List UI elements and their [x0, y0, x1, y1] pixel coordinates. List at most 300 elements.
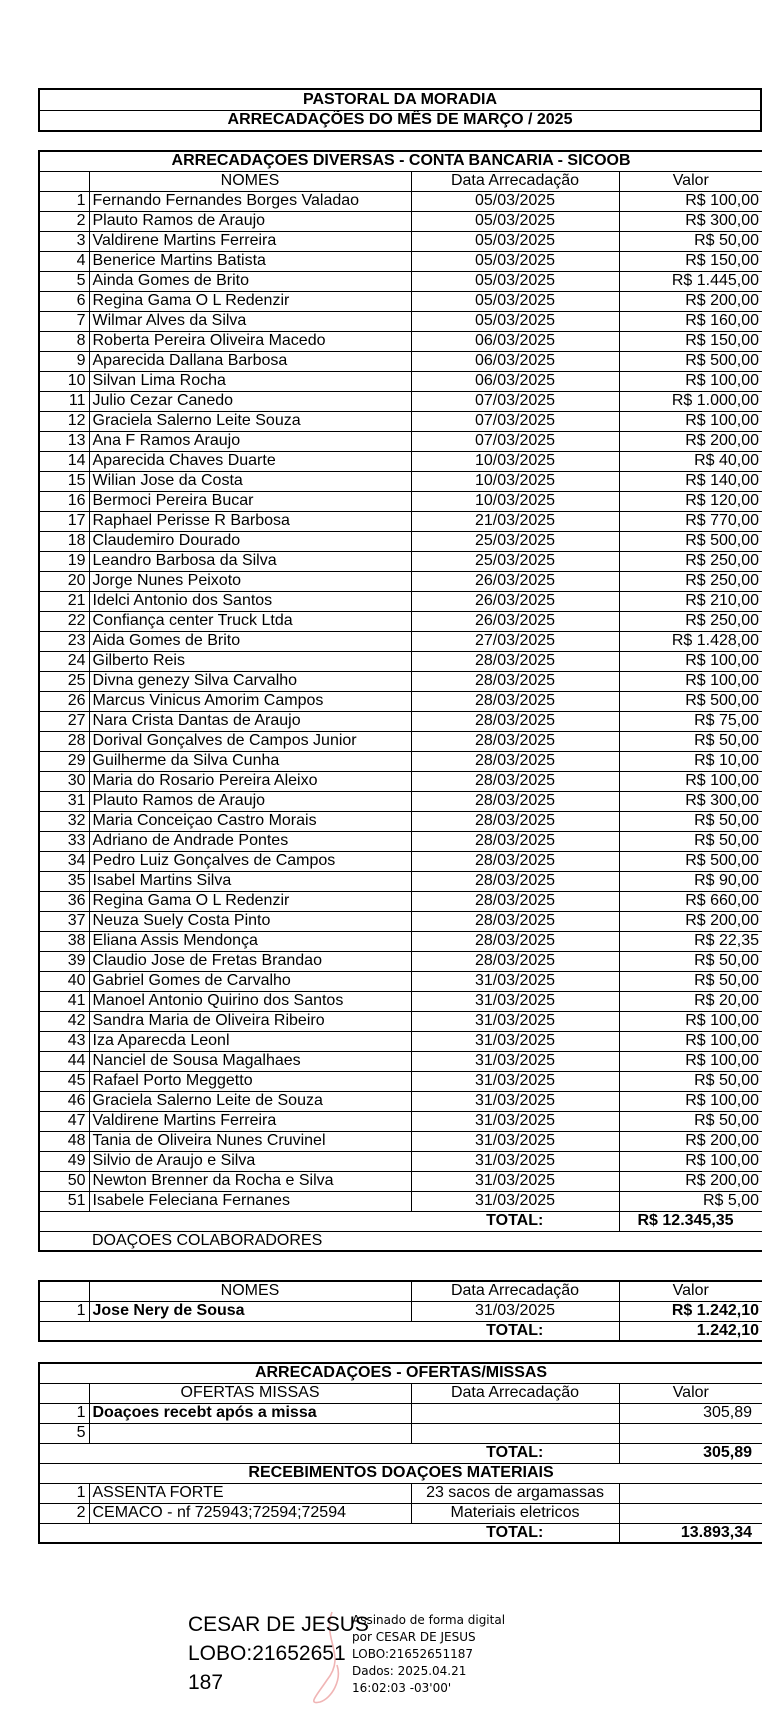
row-date: 05/03/2025: [411, 231, 619, 251]
table-row: [39, 991, 762, 1011]
table-row: [39, 911, 762, 931]
row-name: Julio Cezar Canedo: [89, 391, 411, 411]
row-value: R$ 5,00: [619, 1191, 762, 1211]
table-row: [39, 1131, 762, 1151]
row-value: R$ 100,00: [619, 1051, 762, 1071]
row-name: Jose Nery de Sousa: [89, 1301, 411, 1321]
row-date: 06/03/2025: [411, 371, 619, 391]
row-number: 6: [39, 291, 89, 311]
table-row: [39, 291, 762, 311]
row-name: [89, 1423, 411, 1443]
row-value: R$ 90,00: [619, 871, 762, 891]
row-number: 8: [39, 331, 89, 351]
row-name: Iza Aparecda Leonl: [89, 1031, 411, 1051]
row-number: 31: [39, 791, 89, 811]
row-name: Claudio Jose de Fretas Brandao: [89, 951, 411, 971]
row-name: Isabel Martins Silva: [89, 871, 411, 891]
report-header: [38, 88, 762, 132]
row-name: CEMACO - nf 725943;72594;72594: [89, 1503, 411, 1523]
row-name: Regina Gama O L Redenzir: [89, 291, 411, 311]
row-number: 48: [39, 1131, 89, 1151]
offerings-section: [38, 1362, 762, 1544]
row-date: 31/03/2025: [411, 971, 619, 991]
row-date: 10/03/2025: [411, 471, 619, 491]
row-name: ASSENTA FORTE: [89, 1483, 411, 1503]
table-row: [39, 1423, 762, 1443]
row-number: 38: [39, 931, 89, 951]
collab-col-names: NOMES: [89, 1281, 411, 1301]
row-number: 22: [39, 611, 89, 631]
table-row: [39, 691, 762, 711]
row-value: R$ 1.445,00: [619, 271, 762, 291]
row-number: 1: [39, 1301, 89, 1321]
signature-detail-line: 16:02:03 -03'00': [352, 1681, 452, 1695]
table-row: [39, 591, 762, 611]
row-name: Roberta Pereira Oliveira Macedo: [89, 331, 411, 351]
row-date: 10/03/2025: [411, 451, 619, 471]
table-row: [39, 651, 762, 671]
row-number: 41: [39, 991, 89, 1011]
bank-section: [38, 150, 762, 1252]
row-date: 28/03/2025: [411, 871, 619, 891]
row-value: R$ 200,00: [619, 431, 762, 451]
offerings-title: ARRECADAÇOES - OFERTAS/MISSAS: [39, 1363, 762, 1383]
row-number: 1: [39, 1403, 89, 1423]
row-value: R$ 160,00: [619, 311, 762, 331]
row-name: Nara Crista Dantas de Araujo: [89, 711, 411, 731]
row-number: 27: [39, 711, 89, 731]
row-description: 23 sacos de argamassas: [411, 1483, 619, 1503]
row-date: 05/03/2025: [411, 291, 619, 311]
row-date: 10/03/2025: [411, 491, 619, 511]
row-value: R$ 100,00: [619, 411, 762, 431]
row-name: Nanciel de Sousa Magalhaes: [89, 1051, 411, 1071]
table-row: [39, 791, 762, 811]
row-date: 27/03/2025: [411, 631, 619, 651]
row-name: Leandro Barbosa da Silva: [89, 551, 411, 571]
row-date: 25/03/2025: [411, 551, 619, 571]
row-number: 23: [39, 631, 89, 651]
row-date: 28/03/2025: [411, 711, 619, 731]
bank-total-value: R$ 12.345,35: [619, 1211, 762, 1231]
row-name: Wilian Jose da Costa: [89, 471, 411, 491]
row-name: Wilmar Alves da Silva: [89, 311, 411, 331]
row-value: R$ 50,00: [619, 951, 762, 971]
table-row: [39, 271, 762, 291]
row-name: Isabele Feleciana Fernanes: [89, 1191, 411, 1211]
table-row: [39, 251, 762, 271]
table-row: [39, 571, 762, 591]
row-date: [411, 1423, 619, 1443]
row-number: 43: [39, 1031, 89, 1051]
row-value: R$ 50,00: [619, 1071, 762, 1091]
row-number: 9: [39, 351, 89, 371]
row-number: 50: [39, 1171, 89, 1191]
table-row: [39, 491, 762, 511]
collab-total-label: TOTAL:: [411, 1321, 619, 1341]
row-date: 05/03/2025: [411, 251, 619, 271]
table-row: [39, 1191, 762, 1211]
row-number: 19: [39, 551, 89, 571]
collab-col-date: Data Arrecadação: [411, 1281, 619, 1301]
row-value: R$ 500,00: [619, 691, 762, 711]
row-name: Aparecida Chaves Duarte: [89, 451, 411, 471]
materials-total-label: TOTAL:: [411, 1523, 619, 1543]
offerings-total-value: 305,89: [619, 1443, 762, 1463]
row-date: 28/03/2025: [411, 891, 619, 911]
table-row: [39, 231, 762, 251]
row-date: 31/03/2025: [411, 1111, 619, 1131]
row-number: 49: [39, 1151, 89, 1171]
row-name: Plauto Ramos de Araujo: [89, 211, 411, 231]
signature-details: [352, 1612, 505, 1697]
row-date: 25/03/2025: [411, 531, 619, 551]
row-name: Rafael Porto Meggetto: [89, 1071, 411, 1091]
row-name: Graciela Salerno Leite Souza: [89, 411, 411, 431]
row-date: 31/03/2025: [411, 1011, 619, 1031]
row-number: 45: [39, 1071, 89, 1091]
row-value: R$ 10,00: [619, 751, 762, 771]
row-name: Graciela Salerno Leite de Souza: [89, 1091, 411, 1111]
col-header-names: NOMES: [89, 171, 411, 191]
signer-name-line: 187: [188, 1671, 224, 1694]
row-date: 05/03/2025: [411, 211, 619, 231]
bank-total-label: TOTAL:: [411, 1211, 619, 1231]
row-number: 15: [39, 471, 89, 491]
row-value: R$ 150,00: [619, 251, 762, 271]
table-row: [39, 611, 762, 631]
table-row: [39, 1171, 762, 1191]
table-row: [39, 771, 762, 791]
grand-total-value: 13.893,34: [619, 1523, 762, 1543]
table-row: [39, 451, 762, 471]
row-date: [411, 1403, 619, 1423]
row-number: 14: [39, 451, 89, 471]
row-number: 4: [39, 251, 89, 271]
row-value: R$ 100,00: [619, 191, 762, 211]
row-value: R$ 200,00: [619, 1171, 762, 1191]
row-date: 31/03/2025: [411, 1171, 619, 1191]
row-date: 31/03/2025: [411, 1051, 619, 1071]
row-number: 35: [39, 871, 89, 891]
row-value: R$ 300,00: [619, 211, 762, 231]
row-value: R$ 140,00: [619, 471, 762, 491]
row-number: 29: [39, 751, 89, 771]
row-date: 28/03/2025: [411, 811, 619, 831]
row-number: 26: [39, 691, 89, 711]
row-value: R$ 100,00: [619, 371, 762, 391]
row-date: 28/03/2025: [411, 911, 619, 931]
row-date: 06/03/2025: [411, 331, 619, 351]
row-date: 31/03/2025: [411, 1071, 619, 1091]
row-date: 31/03/2025: [411, 1301, 619, 1321]
row-name: Eliana Assis Mendonça: [89, 931, 411, 951]
row-date: 05/03/2025: [411, 311, 619, 331]
row-number: 30: [39, 771, 89, 791]
row-date: 28/03/2025: [411, 751, 619, 771]
row-name: Neuza Suely Costa Pinto: [89, 911, 411, 931]
table-row: [39, 831, 762, 851]
row-value: R$ 50,00: [619, 971, 762, 991]
materials-title: RECEBIMENTOS DOAÇOES MATERIAIS: [39, 1463, 762, 1483]
row-number: 42: [39, 1011, 89, 1031]
row-name: Ana F Ramos Araujo: [89, 431, 411, 451]
row-number: 16: [39, 491, 89, 511]
row-name: Fernando Fernandes Borges Valadao: [89, 191, 411, 211]
row-value: R$ 20,00: [619, 991, 762, 1011]
table-row: [39, 811, 762, 831]
row-value: R$ 250,00: [619, 571, 762, 591]
row-name: Pedro Luiz Gonçalves de Campos: [89, 851, 411, 871]
row-name: Gabriel Gomes de Carvalho: [89, 971, 411, 991]
row-number: 51: [39, 1191, 89, 1211]
row-number: 1: [39, 1483, 89, 1503]
row-name: Jorge Nunes Peixoto: [89, 571, 411, 591]
row-value: R$ 50,00: [619, 231, 762, 251]
row-date: 28/03/2025: [411, 831, 619, 851]
row-number: 44: [39, 1051, 89, 1071]
row-value: R$ 100,00: [619, 771, 762, 791]
row-value: R$ 22,35: [619, 931, 762, 951]
row-description: Materiais eletricos: [411, 1503, 619, 1523]
row-value: R$ 1.428,00: [619, 631, 762, 651]
row-date: 07/03/2025: [411, 431, 619, 451]
collab-col-value: Valor: [619, 1281, 762, 1301]
row-number: 21: [39, 591, 89, 611]
row-number: 33: [39, 831, 89, 851]
row-value: R$ 150,00: [619, 331, 762, 351]
row-date: 28/03/2025: [411, 731, 619, 751]
row-number: 24: [39, 651, 89, 671]
row-number: 37: [39, 911, 89, 931]
row-date: 05/03/2025: [411, 191, 619, 211]
row-number: 47: [39, 1111, 89, 1131]
row-date: 26/03/2025: [411, 571, 619, 591]
table-row: [39, 191, 762, 211]
row-value: R$ 50,00: [619, 731, 762, 751]
table-row: [39, 671, 762, 691]
row-number: 34: [39, 851, 89, 871]
row-value: R$ 100,00: [619, 1091, 762, 1111]
row-value: R$ 770,00: [619, 511, 762, 531]
row-date: 31/03/2025: [411, 1151, 619, 1171]
signer-name-line: LOBO:21652651: [188, 1642, 346, 1665]
row-name: Benerice Martins Batista: [89, 251, 411, 271]
row-name: Aida Gomes de Brito: [89, 631, 411, 651]
row-value: R$ 100,00: [619, 1151, 762, 1171]
collab-section: [38, 1280, 762, 1342]
row-date: 28/03/2025: [411, 791, 619, 811]
row-value: R$ 50,00: [619, 1111, 762, 1131]
table-row: [39, 631, 762, 651]
row-date: 05/03/2025: [411, 271, 619, 291]
row-date: 26/03/2025: [411, 591, 619, 611]
row-value: [619, 1423, 762, 1443]
row-number: 12: [39, 411, 89, 431]
row-name: Valdirene Martins Ferreira: [89, 1111, 411, 1131]
row-name: Valdirene Martins Ferreira: [89, 231, 411, 251]
row-value: [619, 1503, 762, 1523]
row-date: 28/03/2025: [411, 651, 619, 671]
row-number: 28: [39, 731, 89, 751]
offerings-col-value: Valor: [619, 1383, 762, 1403]
signature-detail-line: LOBO:21652651187: [352, 1647, 473, 1661]
table-row: [39, 751, 762, 771]
row-value: R$ 1.000,00: [619, 391, 762, 411]
offerings-col-names: OFERTAS MISSAS: [89, 1383, 411, 1403]
table-row: [39, 711, 762, 731]
row-date: 28/03/2025: [411, 771, 619, 791]
row-name: Maria do Rosario Pereira Aleixo: [89, 771, 411, 791]
row-number: 18: [39, 531, 89, 551]
row-name: Maria Conceiçao Castro Morais: [89, 811, 411, 831]
table-row: [39, 951, 762, 971]
row-number: 20: [39, 571, 89, 591]
table-row: [39, 1503, 762, 1523]
report-title: PASTORAL DA MORADIA: [39, 89, 761, 110]
row-name: Dorival Gonçalves de Campos Junior: [89, 731, 411, 751]
row-name: Divna genezy Silva Carvalho: [89, 671, 411, 691]
row-number: 39: [39, 951, 89, 971]
row-name: Bermoci Pereira Bucar: [89, 491, 411, 511]
row-number: 10: [39, 371, 89, 391]
table-row: [39, 431, 762, 451]
table-row: [39, 211, 762, 231]
table-row: [39, 1483, 762, 1503]
row-number: 40: [39, 971, 89, 991]
row-name: Gilberto Reis: [89, 651, 411, 671]
row-value: R$ 500,00: [619, 531, 762, 551]
row-value: R$ 500,00: [619, 851, 762, 871]
row-name: Tania de Oliveira Nunes Cruvinel: [89, 1131, 411, 1151]
row-name: Adriano de Andrade Pontes: [89, 831, 411, 851]
table-row: [39, 1011, 762, 1031]
row-value: R$ 75,00: [619, 711, 762, 731]
table-row: [39, 1091, 762, 1111]
row-value: R$ 100,00: [619, 1011, 762, 1031]
row-date: 28/03/2025: [411, 951, 619, 971]
signature-detail-line: Dados: 2025.04.21: [352, 1664, 467, 1678]
row-number: 11: [39, 391, 89, 411]
row-value: R$ 660,00: [619, 891, 762, 911]
row-number: 1: [39, 191, 89, 211]
row-date: 31/03/2025: [411, 991, 619, 1011]
table-row: [39, 1071, 762, 1091]
row-number: 13: [39, 431, 89, 451]
table-row: [39, 331, 762, 351]
digital-signature: [188, 1610, 528, 1710]
row-name: Newton Brenner da Rocha e Silva: [89, 1171, 411, 1191]
row-value: R$ 120,00: [619, 491, 762, 511]
signature-detail-line: por CESAR DE JESUS: [352, 1630, 476, 1644]
row-number: 2: [39, 1503, 89, 1523]
row-date: 07/03/2025: [411, 391, 619, 411]
table-row: [39, 891, 762, 911]
table-row: [39, 1151, 762, 1171]
row-name: Claudemiro Dourado: [89, 531, 411, 551]
row-number: 25: [39, 671, 89, 691]
row-date: 28/03/2025: [411, 691, 619, 711]
table-row: [39, 1031, 762, 1051]
table-row: [39, 311, 762, 331]
row-value: [619, 1483, 762, 1503]
row-date: 28/03/2025: [411, 931, 619, 951]
table-row: [39, 1403, 762, 1423]
row-number: 2: [39, 211, 89, 231]
table-row: [39, 511, 762, 531]
row-value: R$ 200,00: [619, 1131, 762, 1151]
row-number: 17: [39, 511, 89, 531]
table-row: [39, 371, 762, 391]
row-value: R$ 210,00: [619, 591, 762, 611]
table-row: [39, 391, 762, 411]
row-number: 3: [39, 231, 89, 251]
table-row: [39, 1051, 762, 1071]
row-name: Doaçoes recebt após a missa: [89, 1403, 411, 1423]
row-name: Guilherme da Silva Cunha: [89, 751, 411, 771]
row-date: 31/03/2025: [411, 1091, 619, 1111]
row-name: Raphael Perisse R Barbosa: [89, 511, 411, 531]
collab-label: DOAÇOES COLABORADORES: [89, 1231, 762, 1251]
table-row: [39, 551, 762, 571]
row-name: Confiança center Truck Ltda: [89, 611, 411, 631]
row-value: R$ 40,00: [619, 451, 762, 471]
row-value: R$ 100,00: [619, 651, 762, 671]
table-row: [39, 971, 762, 991]
row-name: Idelci Antonio dos Santos: [89, 591, 411, 611]
row-value: R$ 50,00: [619, 831, 762, 851]
row-date: 28/03/2025: [411, 671, 619, 691]
table-row: [39, 471, 762, 491]
row-value: R$ 300,00: [619, 791, 762, 811]
table-row: [39, 411, 762, 431]
row-name: Ainda Gomes de Brito: [89, 271, 411, 291]
row-number: 5: [39, 271, 89, 291]
row-name: Silvio de Araujo e Silva: [89, 1151, 411, 1171]
col-header-value: Valor: [619, 171, 762, 191]
bank-section-title: ARRECADAÇOES DIVERSAS - CONTA BANCARIA - SICOOB: [39, 151, 762, 171]
row-name: Regina Gama O L Redenzir: [89, 891, 411, 911]
row-value: R$ 100,00: [619, 671, 762, 691]
offerings-total-label: TOTAL:: [411, 1443, 619, 1463]
row-number: 36: [39, 891, 89, 911]
row-value: R$ 500,00: [619, 351, 762, 371]
row-number: 46: [39, 1091, 89, 1111]
row-value: R$ 1.242,10: [619, 1301, 762, 1321]
table-row: [39, 531, 762, 551]
row-number: 32: [39, 811, 89, 831]
row-number: 5: [39, 1423, 89, 1443]
row-number: 7: [39, 311, 89, 331]
collab-total-value: 1.242,10: [619, 1321, 762, 1341]
row-date: 21/03/2025: [411, 511, 619, 531]
row-date: 28/03/2025: [411, 851, 619, 871]
row-date: 31/03/2025: [411, 1031, 619, 1051]
row-date: 06/03/2025: [411, 351, 619, 371]
row-value: 305,89: [619, 1403, 762, 1423]
offerings-col-date: Data Arrecadação: [411, 1383, 619, 1403]
table-row: [39, 871, 762, 891]
row-name: Sandra Maria de Oliveira Ribeiro: [89, 1011, 411, 1031]
row-date: 31/03/2025: [411, 1191, 619, 1211]
signer-name-line: CESAR DE JESUS: [188, 1613, 369, 1636]
row-name: Manoel Antonio Quirino dos Santos: [89, 991, 411, 1011]
row-name: Aparecida Dallana Barbosa: [89, 351, 411, 371]
col-header-date: Data Arrecadação: [411, 171, 619, 191]
row-name: Plauto Ramos de Araujo: [89, 791, 411, 811]
row-value: R$ 200,00: [619, 291, 762, 311]
table-row: [39, 851, 762, 871]
